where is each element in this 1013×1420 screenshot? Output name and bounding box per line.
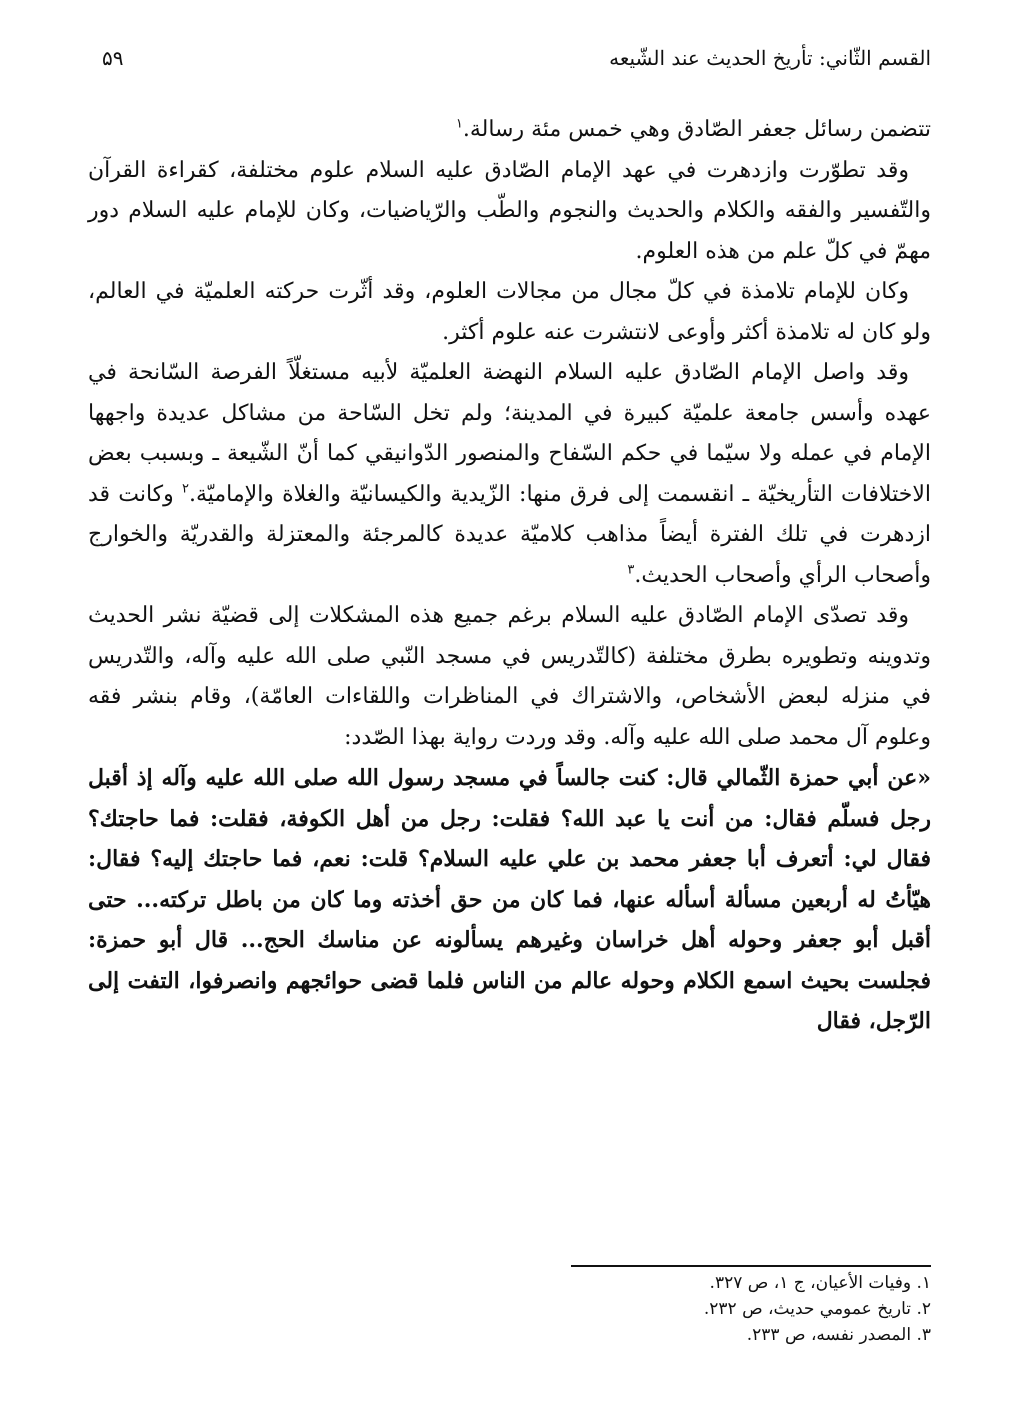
document-page [88, 0, 931, 1420]
running-header [88, 38, 931, 78]
footnote-reference: ٢ [181, 481, 189, 497]
body-text [88, 110, 931, 1042]
paragraph [88, 151, 931, 273]
paragraph-text: وقد تصدّى الإمام الصّادق عليه السلام برغم جميع هذه المشكلات إلى قضيّة نشر الحديث وتدوينه وتطويره بطرق مختلفة (كالتّدريس في مسجد النّبي صلى الله عليه وآله، والتّدريس في منزله لبعض الأشخاص، والاشتراك في المناظرات واللقاءات العامّة)، وقام بنشر فقه وعلوم آل محمد صلى الله عليه وآله. وقد وردت رواية بهذا الصّدد: [88, 603, 931, 750]
footnote-item: ١. وفيات الأعيان، ج ١، ص ٣٢٧. [709, 1273, 931, 1293]
footnote-item: ٢. تاريخ عمومي حديث، ص ٢٣٢. [703, 1299, 931, 1319]
footnote-item: ٣. المصدر نفسه، ص ٢٣٣. [746, 1325, 931, 1345]
quoted-narration [88, 758, 931, 1042]
paragraph [88, 272, 931, 353]
footnotes [88, 1270, 931, 1348]
paragraph [88, 353, 931, 596]
paragraph-text: تتضمن رسائل جعفر الصّادق وهي خمس مئة رسالة. [462, 117, 931, 142]
paragraph-text: وقد تطوّرت وازدهرت في عهد الإمام الصّادق عليه السلام علوم مختلفة، كقراءة القرآن والتّفسير والفقه والكلام والحديث والنجوم والطّب والرّياضيات، وكان للإمام عليه السلام دور مهمّ في كلّ علم من هذه العلوم. [88, 157, 931, 264]
paragraph [88, 596, 931, 758]
paragraph-text: وكانت قد ازدهرت في تلك الفترة أيضاً مذاهب كلاميّة عديدة كالمرجئة والمعتزلة والقدريّة والخوارج وأصحاب الرأي وأصحاب الحديث. [88, 481, 931, 588]
footnote-reference: ١ [455, 116, 463, 132]
footnote-reference: ٣ [627, 562, 635, 578]
footnote-divider [571, 1265, 931, 1267]
running-header-title: القسم الثّاني: تأريخ الحديث عند الشّيعه [609, 46, 931, 70]
page-number: ۵۹ [102, 46, 124, 70]
paragraph-text: «عن أبي حمزة الثّمالي قال: كنت جالساً في مسجد رسول الله صلى الله عليه وآله إذ أقبل رجل فسلّم فقال: من أنت يا عبد الله؟ فقلت: رجل من أهل الكوفة، فقلت: فما حاجتك؟ فقال لي: أتعرف أبا جعفر محمد بن علي عليه السلام؟ قلت: نعم، فما حاجتك إليه؟ فقال: هيّأتُ له أربعين مسألة أسأله عنها، فما كان من حق أخذته وما كان من باطل تركته... حتى أقبل أبو جعفر وحوله أهل خراسان وغيرهم يسألونه عن مناسك الحج... قال أبو حمزة: فجلست بحيث اسمع الكلام وحوله عالم من الناس فلما قضى حوائجهم وانصرفوا، التفت إلى الرّجل، فقال [88, 765, 931, 1034]
paragraph [88, 110, 931, 151]
paragraph-text: وكان للإمام تلامذة في كلّ مجال من مجالات العلوم، وقد أثّرت حركته العلميّة في العالم، ولو كان له تلامذة أكثر وأوعى لانتشرت عنه علوم أكثر. [88, 279, 931, 345]
paragraph-text: وقد واصل الإمام الصّادق عليه السلام النهضة العلميّة لأبيه مستغلّاً الفرصة السّانحة في عهده وأسس جامعة علميّة كبيرة في المدينة؛ ولم تخل السّاحة من مشاكل عديدة واجهها الإمام في عمله ولا سيّما في حكم السّفاح والمنصور الدّوانيقي كما أنّ الشّيعة ـ وبسبب بعض الاختلافات التأريخيّة ـ انقسمت إلى فرق منها: الزّيدية والكيسانيّة والغلاة والإماميّة. [88, 360, 931, 507]
